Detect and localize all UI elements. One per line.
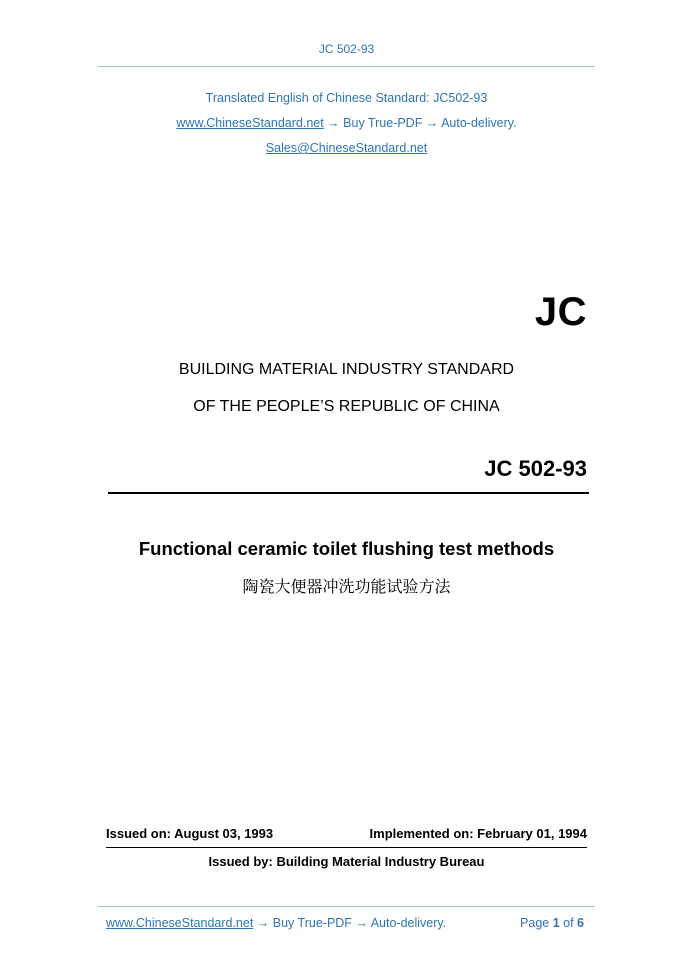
issuing-body: Issued by: Building Material Industry Bureau <box>208 854 485 869</box>
footer-site-link[interactable]: www.ChineseStandard.net <box>106 916 254 930</box>
buy-text: → Buy True-PDF → Auto-delivery. <box>323 116 517 130</box>
issued-date: Issued on: August 03, 1993 <box>106 826 274 841</box>
title-english: Functional ceramic toilet flushing test methods <box>138 538 555 559</box>
page-word: Page <box>520 916 553 930</box>
footer-buy-text: → Buy True-PDF → Auto-delivery. <box>253 916 447 930</box>
title-divider <box>108 492 589 494</box>
footer-divider <box>98 906 595 907</box>
header-divider <box>98 66 595 67</box>
implemented-date: Implemented on: February 01, 1994 <box>369 826 587 841</box>
page-total: 6 <box>577 916 584 930</box>
category-code: JC <box>534 290 587 334</box>
email-line <box>0 141 693 155</box>
title-chinese: 陶瓷大便器冲洗功能试验方法 <box>242 577 451 596</box>
standard-number: JC 502-93 <box>484 456 587 481</box>
of-word: of <box>559 916 578 930</box>
page-indicator <box>520 916 584 930</box>
translated-notice: Translated English of Chinese Standard: JC502-93 <box>205 91 488 105</box>
buy-line <box>0 116 693 130</box>
page-current: 1 <box>552 916 560 930</box>
org-line-1: BUILDING MATERIAL INDUSTRY STANDARD <box>178 361 515 378</box>
footer-buy-line <box>106 916 446 930</box>
dates-divider <box>106 847 587 848</box>
sales-email-link[interactable]: Sales@ChineseStandard.net <box>265 141 428 155</box>
org-line-2: OF THE PEOPLE’S REPUBLIC OF CHINA <box>193 398 500 415</box>
running-header: JC 502-93 <box>318 42 375 56</box>
site-link[interactable]: www.ChineseStandard.net <box>176 116 324 130</box>
